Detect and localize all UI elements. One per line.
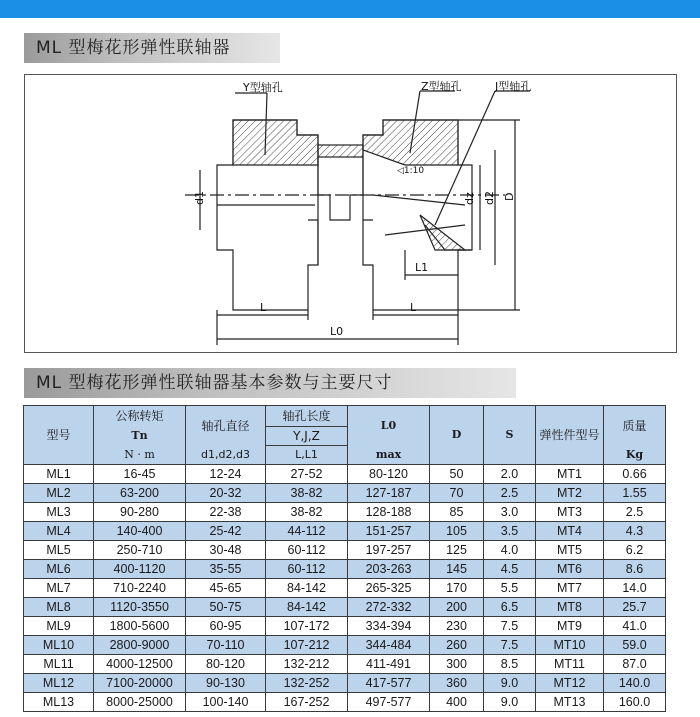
top-banner-bar [0, 0, 700, 18]
cell-D: 125 [430, 541, 484, 560]
cell-S: 6.5 [484, 598, 536, 617]
cell-bore: 20-32 [186, 484, 266, 503]
cell-bore-length: 132-212 [266, 655, 348, 674]
cell-bore: 25-42 [186, 522, 266, 541]
table-row [24, 465, 666, 484]
label-L-right: L [410, 301, 417, 314]
table-row [24, 522, 666, 541]
cell-model: ML9 [24, 617, 94, 636]
cell-model: ML11 [24, 655, 94, 674]
cell-mass: 59.0 [604, 636, 666, 655]
cell-elastic: MT5 [536, 541, 604, 560]
cell-elastic: MT8 [536, 598, 604, 617]
cell-S: 5.5 [484, 579, 536, 598]
cell-l0: 127-187 [348, 484, 430, 503]
cell-elastic: MT1 [536, 465, 604, 484]
cell-bore-length: 44-112 [266, 522, 348, 541]
cell-bore-length: 27-52 [266, 465, 348, 484]
cell-elastic: MT12 [536, 674, 604, 693]
cell-D: 70 [430, 484, 484, 503]
cell-model: ML6 [24, 560, 94, 579]
label-d2: d2 [483, 191, 496, 205]
cell-mass: 87.0 [604, 655, 666, 674]
cell-S: 8.5 [484, 655, 536, 674]
cell-S: 7.5 [484, 617, 536, 636]
cell-torque: 1800-5600 [94, 617, 186, 636]
cell-bore: 12-24 [186, 465, 266, 484]
cell-bore-length: 84-142 [266, 598, 348, 617]
cell-S: 2.0 [484, 465, 536, 484]
cell-bore-length: 84-142 [266, 579, 348, 598]
cell-torque: 400-1120 [94, 560, 186, 579]
cell-l0: 203-263 [348, 560, 430, 579]
cell-bore-length: 38-82 [266, 503, 348, 522]
header-mass-unit: Kg [604, 446, 666, 465]
cell-l0: 80-120 [348, 465, 430, 484]
cell-elastic: MT7 [536, 579, 604, 598]
cell-l0: 334-394 [348, 617, 430, 636]
cell-l0: 411-491 [348, 655, 430, 674]
cell-mass: 41.0 [604, 617, 666, 636]
cell-l0: 197-257 [348, 541, 430, 560]
cell-D: 85 [430, 503, 484, 522]
cell-l0: 344-484 [348, 636, 430, 655]
table-row [24, 636, 666, 655]
parameter-table-container [23, 405, 665, 712]
header-torque: 公称转矩 [94, 406, 186, 427]
cell-elastic: MT4 [536, 522, 604, 541]
cell-S: 3.0 [484, 503, 536, 522]
cell-D: 230 [430, 617, 484, 636]
cell-mass: 1.55 [604, 484, 666, 503]
cell-mass: 0.66 [604, 465, 666, 484]
label-L1: L1 [415, 261, 429, 274]
cell-model: ML3 [24, 503, 94, 522]
cell-model: ML12 [24, 674, 94, 693]
cell-mass: 14.0 [604, 579, 666, 598]
cell-mass: 2.5 [604, 503, 666, 522]
cell-torque: 710-2240 [94, 579, 186, 598]
cell-bore: 70-110 [186, 636, 266, 655]
cell-l0: 151-257 [348, 522, 430, 541]
cell-mass: 25.7 [604, 598, 666, 617]
cell-S: 9.0 [484, 674, 536, 693]
cell-bore-length: 107-212 [266, 636, 348, 655]
table-row [24, 693, 666, 712]
cell-elastic: MT13 [536, 693, 604, 712]
cell-S: 2.5 [484, 484, 536, 503]
header-mass: 质量 [604, 406, 666, 446]
cell-D: 300 [430, 655, 484, 674]
cell-bore: 35-55 [186, 560, 266, 579]
cell-l0: 265-325 [348, 579, 430, 598]
header-bore-length-symbol: L,L1 [266, 446, 348, 465]
cell-model: ML2 [24, 484, 94, 503]
cell-D: 360 [430, 674, 484, 693]
cell-model: ML7 [24, 579, 94, 598]
table-row [24, 579, 666, 598]
table-row [24, 541, 666, 560]
label-D: D [503, 192, 516, 201]
header-bore-symbol: d1,d2,d3 [186, 446, 266, 465]
cell-torque: 7100-20000 [94, 674, 186, 693]
label-taper: ◁1:10 [397, 166, 425, 176]
cell-l0: 272-332 [348, 598, 430, 617]
label-L0: L0 [330, 325, 344, 338]
cell-mass: 4.3 [604, 522, 666, 541]
cell-torque: 90-280 [94, 503, 186, 522]
cell-elastic: MT3 [536, 503, 604, 522]
table-row [24, 503, 666, 522]
cell-D: 260 [430, 636, 484, 655]
label-y-bore: Y型轴孔 [243, 81, 283, 94]
header-bore: 轴孔直径 [186, 406, 266, 446]
parameter-table [23, 405, 666, 712]
cell-elastic: MT6 [536, 560, 604, 579]
cell-bore-length: 60-112 [266, 541, 348, 560]
cell-bore: 100-140 [186, 693, 266, 712]
cell-D: 105 [430, 522, 484, 541]
cell-S: 7.5 [484, 636, 536, 655]
cell-torque: 1120-3550 [94, 598, 186, 617]
cell-mass: 8.6 [604, 560, 666, 579]
table-row [24, 674, 666, 693]
cell-bore-length: 60-112 [266, 560, 348, 579]
cell-S: 3.5 [484, 522, 536, 541]
cell-bore-length: 38-82 [266, 484, 348, 503]
cell-D: 170 [430, 579, 484, 598]
header-elastic: 弹性件型号 [536, 406, 604, 465]
drawing-lines [25, 75, 676, 352]
cell-torque: 16-45 [94, 465, 186, 484]
cell-l0: 128-188 [348, 503, 430, 522]
cell-bore: 90-130 [186, 674, 266, 693]
section-title-drawing: ML 型梅花形弹性联轴器 [24, 33, 280, 63]
cell-elastic: MT11 [536, 655, 604, 674]
cell-mass: 140.0 [604, 674, 666, 693]
cell-torque: 2800-9000 [94, 636, 186, 655]
header-torque-symbol: Tn [94, 427, 186, 446]
label-dz: dz [463, 192, 476, 205]
cell-model: ML4 [24, 522, 94, 541]
cell-bore-length: 167-252 [266, 693, 348, 712]
cell-mass: 6.2 [604, 541, 666, 560]
table-row [24, 617, 666, 636]
section-title-table: ML 型梅花形弹性联轴器基本参数与主要尺寸 [24, 368, 516, 398]
cell-bore-length: 107-172 [266, 617, 348, 636]
header-l0: L0 [348, 406, 430, 446]
label-d1: d1 [193, 191, 206, 205]
cell-torque: 8000-25000 [94, 693, 186, 712]
cell-model: ML10 [24, 636, 94, 655]
cell-bore: 80-120 [186, 655, 266, 674]
header-l0-max: max [348, 446, 430, 465]
label-z-bore: Z型轴孔 [421, 80, 462, 93]
label-L-left: L [260, 301, 267, 314]
cell-torque: 140-400 [94, 522, 186, 541]
cell-D: 145 [430, 560, 484, 579]
table-row [24, 655, 666, 674]
header-model: 型号 [24, 406, 94, 465]
cell-D: 200 [430, 598, 484, 617]
cell-S: 9.0 [484, 693, 536, 712]
cell-elastic: MT2 [536, 484, 604, 503]
cell-S: 4.5 [484, 560, 536, 579]
label-j-bore: J型轴孔 [495, 80, 532, 93]
table-row [24, 484, 666, 503]
cell-torque: 63-200 [94, 484, 186, 503]
header-bore-length-types: Y,J,Z [266, 427, 348, 446]
coupling-technical-drawing [24, 74, 677, 353]
cell-S: 4.0 [484, 541, 536, 560]
cell-elastic: MT10 [536, 636, 604, 655]
table-body [24, 465, 666, 712]
cell-D: 50 [430, 465, 484, 484]
cell-l0: 417-577 [348, 674, 430, 693]
header-S: S [484, 406, 536, 465]
cell-mass: 160.0 [604, 693, 666, 712]
cell-model: ML5 [24, 541, 94, 560]
header-bore-length: 轴孔长度 [266, 406, 348, 427]
cell-model: ML1 [24, 465, 94, 484]
cell-bore: 45-65 [186, 579, 266, 598]
table-row [24, 598, 666, 617]
cell-model: ML8 [24, 598, 94, 617]
cell-torque: 250-710 [94, 541, 186, 560]
cell-model: ML13 [24, 693, 94, 712]
cell-torque: 4000-12500 [94, 655, 186, 674]
cell-bore: 22-38 [186, 503, 266, 522]
cell-D: 400 [430, 693, 484, 712]
cell-bore: 50-75 [186, 598, 266, 617]
cell-elastic: MT9 [536, 617, 604, 636]
header-torque-unit: N · m [94, 446, 186, 465]
cell-bore: 30-48 [186, 541, 266, 560]
header-D: D [430, 406, 484, 465]
cell-l0: 497-577 [348, 693, 430, 712]
cell-bore: 60-95 [186, 617, 266, 636]
cell-bore-length: 132-252 [266, 674, 348, 693]
table-row [24, 560, 666, 579]
